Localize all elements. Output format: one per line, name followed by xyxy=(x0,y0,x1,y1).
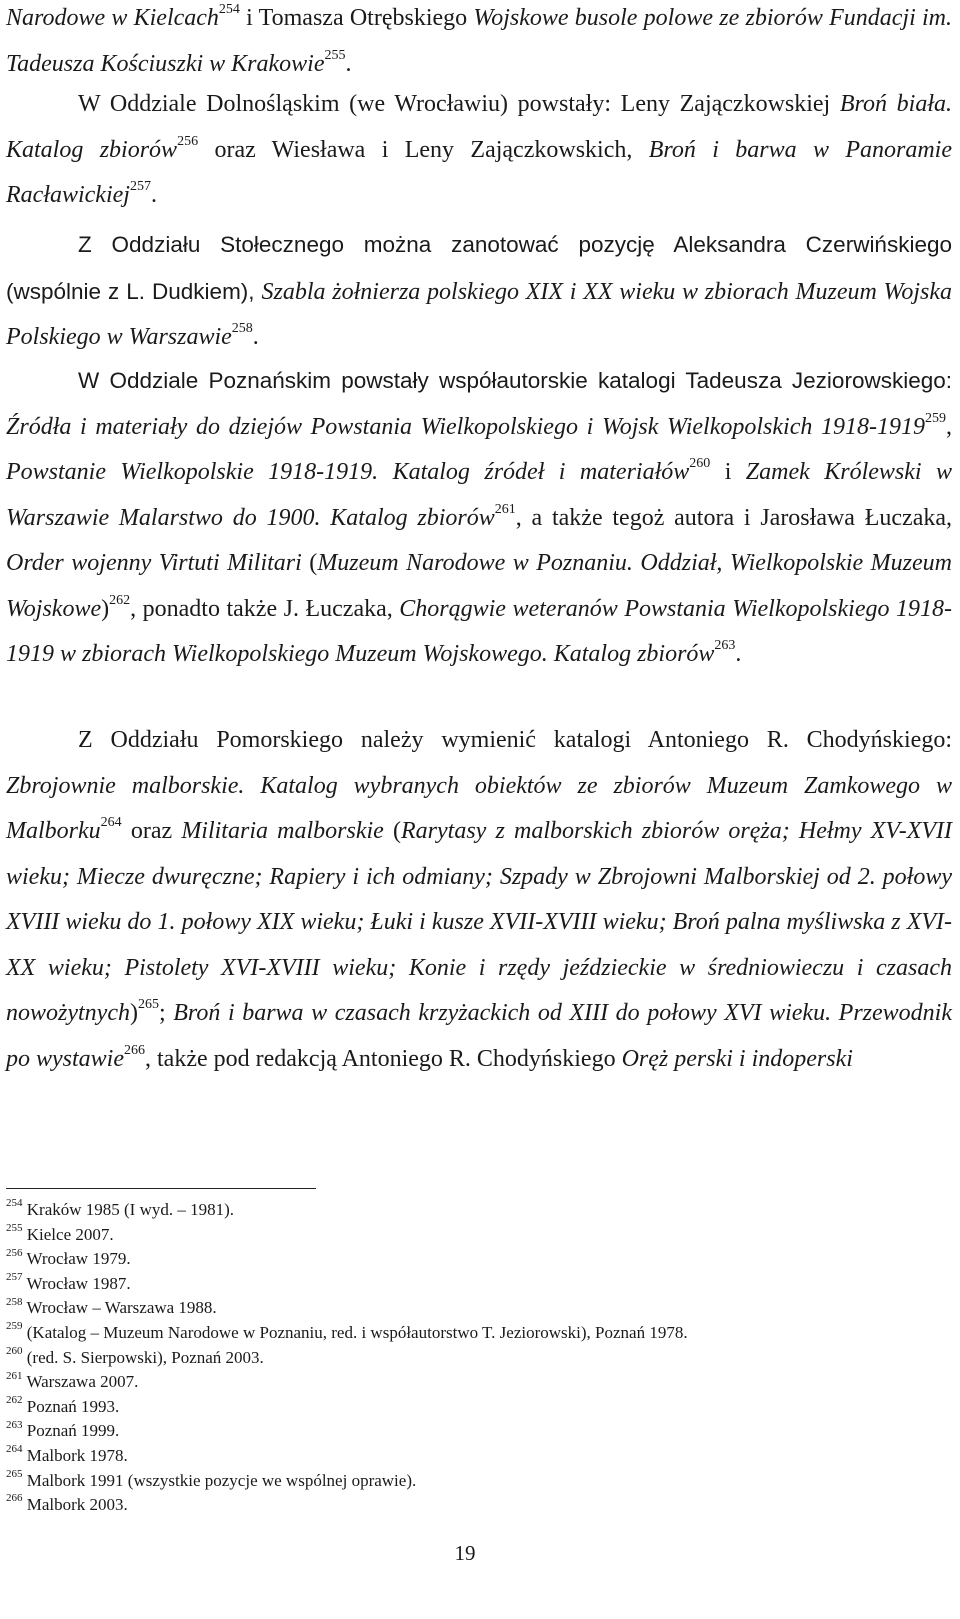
title-italic: Szabla żołnierza polskiego XIX i XX wieku w zbiorach Muzeum Wojska Polskiego w Warszawie xyxy=(6,278,952,350)
footnote xyxy=(6,1493,946,1518)
footnote-number: 259 xyxy=(6,1320,23,1333)
text: ) xyxy=(129,1000,138,1026)
footnote xyxy=(6,1272,946,1297)
title-italic: Oręż perski i indoperski xyxy=(621,1045,853,1072)
footnote-number: 264 xyxy=(6,1443,23,1456)
footnote-text: Poznań 1993. xyxy=(26,1396,120,1416)
footnote xyxy=(6,1469,946,1494)
text: , ponadto także J. Łuczaka, xyxy=(130,595,400,622)
footnote-ref[interactable]: 260 xyxy=(689,456,711,471)
footnote-ref[interactable]: 266 xyxy=(124,1042,145,1058)
footnote-number: 255 xyxy=(6,1221,23,1234)
title-italic: Powstanie Wielkopolskie 1918-1919. Katalog źródeł i materiałów xyxy=(6,459,690,485)
text: Narodowe w Kielcach xyxy=(6,5,219,31)
title-italic: Broń biała. Katalog zbiorów xyxy=(6,91,952,163)
footnote-divider xyxy=(6,1188,316,1189)
title-italic: Broń i barwa w czasach krzyżackich od XIII do połowy XVI wieku. Przewodnik po wystawie xyxy=(6,1000,952,1072)
text: , a także tegoż autora i Jarosława Łuczaka, xyxy=(515,504,953,531)
title-italic: Zbrojownie malborskie. Katalog wybranych obiektów ze zbiorów Muzeum Zamkowego w Malborku xyxy=(6,772,952,844)
footnote-number: 263 xyxy=(6,1418,23,1431)
footnote xyxy=(6,1223,946,1248)
footnote-text: Wrocław – Warszawa 1988. xyxy=(26,1298,217,1318)
footnote-number: 265 xyxy=(6,1467,23,1480)
footnote-text: Wrocław 1979. xyxy=(26,1249,131,1269)
text: Z Oddziału Stołecznego można zanotować pozycję Aleksandra Czerwińskiego (wspólnie z L. Dudkiem), xyxy=(6,232,952,304)
footnote-text: (red. S. Sierpowski), Poznań 2003. xyxy=(26,1347,264,1367)
footnote-ref[interactable]: 264 xyxy=(100,815,122,830)
text: W Oddziale Dolnośląskim (we Wrocławiu) powstały: Leny Zajączkowskiej xyxy=(78,91,840,117)
footnote-number: 256 xyxy=(6,1246,23,1259)
footnote-text: Malbork 1978. xyxy=(26,1445,128,1465)
footnote xyxy=(6,1419,946,1444)
footnote-number: 260 xyxy=(6,1344,23,1357)
footnote-text: (Katalog – Muzeum Narodowe w Poznaniu, red. i współautorstwo T. Jeziorowski), Poznań 1978. xyxy=(26,1322,688,1342)
text: Z Oddziału Pomorskiego należy wymienić katalogi Antoniego R. Chodyńskiego: xyxy=(78,727,952,753)
page-number: 19 xyxy=(454,1541,476,1565)
footnote-ref[interactable]: 259 xyxy=(925,410,946,426)
footnote xyxy=(6,1247,946,1272)
title-italic: Muzeum Narodowe w Poznaniu. Oddział, Wielkopolskie Muzeum Wojskowe xyxy=(6,550,952,622)
footnote xyxy=(6,1346,946,1371)
footnote-number: 262 xyxy=(6,1394,23,1407)
footnote-ref[interactable]: 258 xyxy=(231,321,253,336)
footnote xyxy=(6,1395,946,1420)
title-italic: Chorągwie weteranów Powstania Wielkopolskiego 1918-1919 w zbiorach Wielkopolskiego Muzeum Wojskowego. Katalog zbiorów xyxy=(6,595,952,667)
text: oraz xyxy=(121,818,182,844)
text: . xyxy=(345,50,352,77)
footnote-number: 261 xyxy=(6,1369,23,1382)
paragraph-3 xyxy=(6,222,952,361)
footnote-ref[interactable]: 254 xyxy=(218,2,240,17)
footnote-text: Malbork 2003. xyxy=(26,1495,128,1515)
title-italic: Zamek Królewski w Warszawie Malarstwo do 1900. Katalog zbiorów xyxy=(6,459,952,531)
footnote-ref[interactable]: 255 xyxy=(324,47,346,63)
footnote xyxy=(6,1370,946,1395)
title-italic: Wojskowe busole polowe ze zbiorów Fundacji im. Tadeusza Kościuszki w Krakowie xyxy=(6,5,952,77)
text: ( xyxy=(301,550,318,576)
text: . xyxy=(150,182,157,208)
text: , xyxy=(946,413,952,440)
footnote-ref[interactable]: 265 xyxy=(137,997,159,1012)
footnote-ref[interactable]: 257 xyxy=(129,179,151,194)
footnote-ref[interactable]: 263 xyxy=(714,638,736,653)
title-italic: Broń i barwa w Panoramie Racławickiej xyxy=(6,136,952,208)
text: oraz Wiesława i Leny Zajączkowskich, xyxy=(198,136,649,163)
footnote xyxy=(6,1321,946,1346)
paragraph-2 xyxy=(6,82,952,219)
footnote-text: Malbork 1991 (wszystkie pozycje we wspólnej oprawie). xyxy=(26,1470,417,1490)
footnote-number: 258 xyxy=(6,1295,23,1308)
footnote-number: 257 xyxy=(6,1271,23,1284)
paragraph-1 xyxy=(6,0,952,87)
text: ( xyxy=(383,818,401,844)
footnote-number: 266 xyxy=(6,1492,23,1505)
footnote-text: Wrocław 1987. xyxy=(26,1273,131,1293)
text: W Oddziale Poznańskim powstały współautorskie katalogi Tadeusza Jeziorowskiego: xyxy=(78,368,952,393)
paragraph-4 xyxy=(6,358,952,678)
text: ; xyxy=(158,1000,174,1026)
text: i xyxy=(710,459,746,485)
text: i Tomasza Otrębskiego xyxy=(239,5,474,31)
title-italic: Rarytasy z malborskich zbiorów oręża; Hełmy XV-XVII wieku; Miecze dwuręczne; Rapiery i ich odmiany; Szpady w Zbrojowni Malborskiej od 2. połowy XVIII wieku do 1. połowy XIX wieku; Łuki i kusze XVII-XVIII wieku; Broń palna myśliwska z XVI-XX wieku; Pistolety XVI-XVIII wieku; Konie i rzędy jeździeckie w średniowieczu i czasach nowożytnych xyxy=(6,818,952,1026)
title-italic: Źródła i materiały do dziejów Powstania Wielkopolskiego i Wojsk Wielkopolskich 1918-1919 xyxy=(6,413,925,440)
title-italic: Militaria malborskie xyxy=(181,818,384,844)
footnote-text: Poznań 1999. xyxy=(26,1421,120,1441)
footnote-text: Kielce 2007. xyxy=(26,1224,114,1244)
footnotes xyxy=(6,1198,946,1518)
text: . xyxy=(252,324,259,350)
text: . xyxy=(735,641,742,667)
text: ) xyxy=(101,595,110,622)
footnote-ref[interactable]: 262 xyxy=(109,592,131,608)
title-italic: Order wojenny Virtuti Militari xyxy=(6,550,302,576)
footnote-ref[interactable]: 261 xyxy=(494,501,516,517)
footnote xyxy=(6,1444,946,1469)
footnote-number: 254 xyxy=(6,1197,23,1210)
footnote-text: Kraków 1985 (I wyd. – 1981). xyxy=(26,1200,235,1219)
text: , także pod redakcją Antoniego R. Chodyńskiego xyxy=(145,1045,622,1072)
footnote-ref[interactable]: 256 xyxy=(177,133,199,149)
footnote xyxy=(6,1296,946,1321)
footnote xyxy=(6,1198,946,1223)
footnote-text: Warszawa 2007. xyxy=(26,1372,139,1392)
paragraph-5 xyxy=(6,718,952,1082)
